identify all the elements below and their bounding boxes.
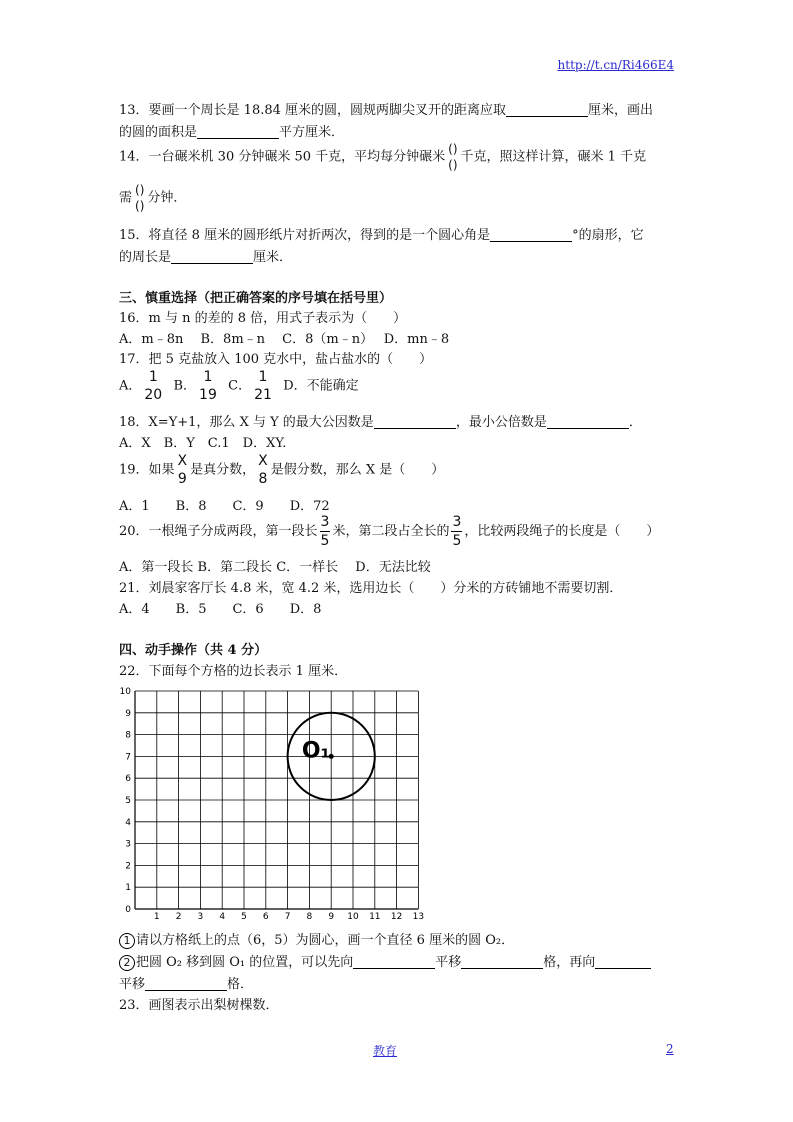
x-tick-label: 3 (197, 912, 204, 922)
q20-f2-den: 5 (452, 533, 462, 549)
y-tick-label: 5 (125, 796, 131, 806)
subquestion-2-text-d: 平移 (119, 977, 146, 992)
q17-option-b-fraction (198, 370, 218, 402)
q17-b-den: 19 (199, 387, 217, 403)
q17-option-c-fraction (253, 370, 273, 402)
x-tick-label: 4 (219, 912, 226, 922)
q17-a-num: 1 (148, 369, 158, 385)
grid-axis-labels (120, 687, 425, 922)
q15-text-c: 的周长是 (119, 250, 172, 265)
q13-text-a: 13．要画一个周长是 18.84 厘米的圆，圆规两脚尖叉开的距离应取 (119, 103, 507, 118)
q20-f1-num: 3 (320, 514, 330, 530)
y-tick-label: 1 (125, 883, 131, 894)
x-tick-label: 5 (241, 912, 247, 922)
footer-center-link[interactable]: 教育 (373, 1044, 398, 1058)
q20-text-b: 米，第二段占全长的 (332, 524, 450, 539)
q17-a-den: 20 (144, 387, 163, 403)
subquestion-2-number: 2 (119, 955, 135, 971)
q20-fraction-1 (320, 515, 331, 548)
q22-blank-count-1[interactable] (461, 954, 543, 969)
question-17-options (119, 370, 359, 402)
question-13-line-2 (119, 121, 344, 140)
q17-c-den: 21 (254, 387, 272, 403)
q14-text-c: 需 (119, 190, 133, 206)
footer-page-number: 2 (666, 1042, 674, 1056)
question-21-options: A．4 B．5 C．6 D．8 (119, 602, 322, 617)
q13-blank-2[interactable] (197, 124, 279, 139)
q19-text-c: 是假分数，那么 X 是（ ） (270, 462, 445, 478)
q14-text-b: 千克，照这样计算，碾米 1 千克 (460, 149, 647, 165)
q15-blank-1[interactable] (490, 227, 572, 242)
q18-text-a: 18．X=Y+1，那么 X 与 Y 的最大公因数是 (119, 415, 374, 430)
x-tick-label: 2 (175, 912, 182, 922)
q14-fraction-2 (134, 184, 145, 212)
question-20-stem (119, 515, 659, 548)
q13-blank-1[interactable] (506, 102, 588, 117)
circle-o1-label: O₁ (301, 738, 331, 764)
y-tick-label: 4 (125, 817, 131, 828)
y-tick-label: 7 (125, 752, 131, 763)
y-tick-label: 3 (125, 839, 131, 850)
q19-f2-num: X (258, 453, 268, 469)
q15-text-a: 15．将直径 8 厘米的圆形纸片对折两次，得到的是一个圆心角是 (119, 228, 491, 243)
subquestion-2-text-c: 格，再向 (543, 955, 596, 970)
q20-text-c: ，比较两段绳子的长度是（ ） (464, 524, 660, 539)
q20-text-a: 20．一根绳子分成两段，第一段长 (119, 524, 318, 539)
question-22-subquestion-2-line-1 (119, 951, 651, 971)
q15-blank-2[interactable] (171, 249, 253, 264)
question-18-options: A．X B．Y C.1 D．XY. (119, 436, 287, 451)
q17-c-num: 1 (258, 369, 268, 385)
q19-f2-den: 8 (258, 471, 268, 487)
q15-text-d: 厘米． (253, 250, 293, 265)
question-20-options: A．第一段长 B．第二段长 C．一样长 D．无法比较 (119, 560, 431, 575)
q17-b-num: 1 (203, 369, 213, 385)
q18-blank-1[interactable] (374, 414, 456, 429)
y-tick-label: 0 (125, 905, 131, 915)
grid-lines (135, 691, 418, 909)
q19-text-b: 是真分数， (190, 462, 256, 478)
q13-text-c: 的圆的面积是 (119, 125, 198, 140)
q15-text-b: °的扇形，它 (572, 228, 644, 243)
section-4-title: 四、动手操作（共 4 分） (119, 643, 268, 658)
q17-option-c-label: C． (228, 378, 252, 394)
question-17-stem: 17．把 5 克盐放入 100 克水中，盐占盐水的（ ） (119, 352, 433, 367)
question-16-stem: 16．m 与 n 的差的 8 倍，用式子表示为（ ） (119, 311, 407, 326)
subquestion-2-text-a: 把圆 O₂ 移到圆 O₁ 的位置，可以先向 (136, 955, 354, 970)
y-tick-label: 9 (125, 708, 131, 719)
q22-blank-direction-1[interactable] (353, 954, 435, 969)
x-tick-label: 6 (262, 912, 269, 922)
x-tick-label: 12 (390, 912, 403, 922)
q17-option-d: D．不能确定 (283, 378, 359, 394)
y-tick-label: 6 (125, 774, 131, 785)
question-13-line-1 (119, 99, 653, 118)
q20-f1-den: 5 (320, 533, 330, 549)
q14-frac2-num: () (135, 183, 145, 197)
subquestion-1-number: 1 (119, 933, 135, 949)
x-tick-label: 11 (369, 912, 381, 922)
q14-frac2-den: () (135, 199, 145, 213)
x-tick-label: 7 (284, 912, 291, 922)
question-22-stem: 22．下面每个方格的边长表示 1 厘米． (119, 664, 348, 679)
question-14-line-1 (119, 143, 646, 171)
coordinate-grid (115, 683, 425, 923)
q19-f1-den: 9 (177, 471, 187, 487)
q19-f1-num: X (177, 453, 188, 469)
q14-frac1-num: () (448, 142, 458, 156)
y-tick-label: 8 (125, 730, 131, 741)
q17-option-a-label: A． (119, 378, 142, 394)
q18-blank-2[interactable] (547, 414, 629, 429)
x-tick-label: 13 (412, 912, 425, 922)
q14-text-d: 分钟． (147, 190, 187, 206)
question-21-stem: 21．刘晨家客厅长 4.8 米，宽 4.2 米，选用边长（ ）分米的方砖铺地不需要切割． (119, 581, 623, 596)
subquestion-1-text: 请以方格纸上的点（6，5）为圆心，画一个直径 6 厘米的圆 O₂． (136, 933, 515, 948)
q13-text-d: 平方厘米． (279, 125, 345, 140)
q19-fraction-1 (177, 454, 189, 486)
q20-fraction-2 (451, 515, 462, 548)
q20-f2-num: 3 (452, 514, 462, 530)
x-tick-label: 1 (153, 912, 160, 922)
header-url-link[interactable]: http://t.cn/Ri466E4 (557, 58, 674, 72)
x-tick-label: 8 (306, 912, 313, 922)
subquestion-2-text-e: 格． (227, 977, 254, 992)
y-tick-label: 10 (119, 687, 131, 697)
question-15-line-1 (119, 224, 644, 243)
y-tick-label: 2 (125, 861, 131, 872)
question-18-stem (119, 411, 642, 430)
q22-blank-count-2[interactable] (145, 976, 227, 991)
q17-option-b-label: B． (173, 378, 197, 394)
q14-frac1-den: () (448, 158, 458, 172)
x-tick-label: 10 (347, 912, 359, 922)
q18-text-c: ． (628, 415, 642, 430)
q18-text-b: ，最小公倍数是 (455, 415, 547, 430)
q14-text-a: 14．一台碾米机 30 分钟碾米 50 千克，平均每分钟碾米 (119, 149, 446, 165)
q14-fraction-1 (447, 143, 458, 171)
question-19-options: A．1 B．8 C．9 D．72 (119, 499, 330, 514)
q13-text-b: 厘米，画出 (588, 103, 654, 118)
question-22-subquestion-2-line-2 (119, 973, 253, 992)
x-tick-label: 9 (328, 912, 335, 922)
q19-fraction-2 (257, 454, 269, 486)
section-3-title: 三、慎重选择（把正确答案的序号填在括号里） (119, 291, 393, 306)
q19-text-a: 19．如果 (119, 462, 175, 478)
question-19-stem (119, 454, 444, 486)
question-16-options: A．m﹣8n B．8m﹣n C．8（m﹣n） D．mn﹣8 (119, 332, 450, 347)
question-15-line-2 (119, 246, 292, 265)
q17-option-a-fraction (143, 370, 163, 402)
question-22-subquestion-1 (119, 929, 514, 949)
q22-blank-direction-2[interactable] (595, 954, 651, 969)
subquestion-2-text-b: 平移 (435, 955, 462, 970)
question-23-stem: 23．画图表示出梨树棵数． (119, 998, 279, 1013)
question-14-line-2 (119, 184, 186, 212)
